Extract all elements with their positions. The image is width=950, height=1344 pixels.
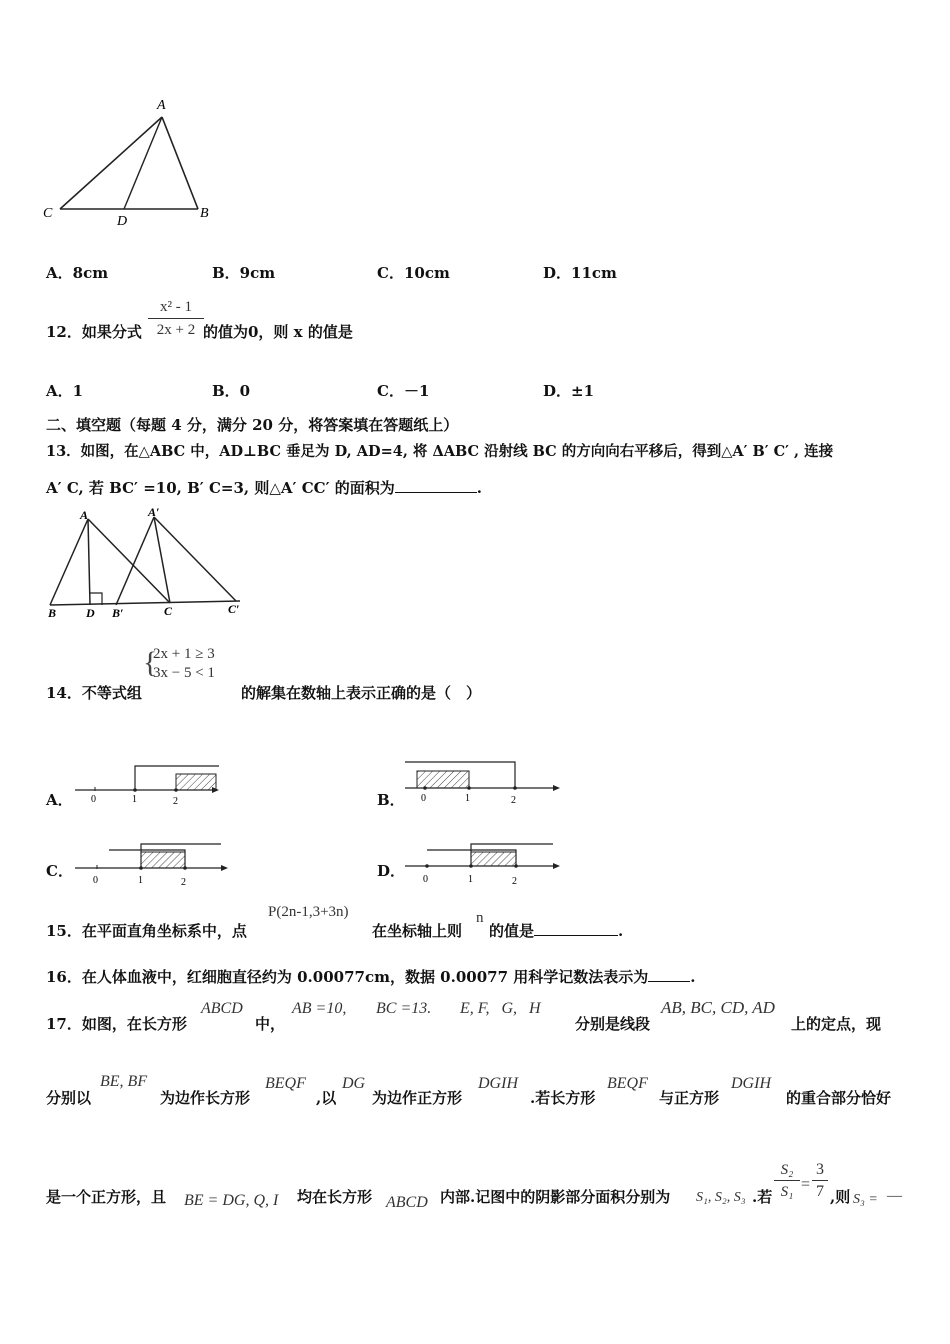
q11-label-b: B: [200, 206, 209, 221]
q13-altitude-ad: [88, 519, 90, 605]
q17-l3-b: 均在长方形: [297, 1188, 373, 1206]
q17-frac-s2: S₂: [780, 1162, 794, 1178]
q17-s3: S₃ =: [853, 1192, 878, 1207]
q14-option-b-numberline[interactable]: [403, 758, 563, 808]
q13-side-ab: [50, 519, 88, 605]
q13-line2-end: .: [476, 479, 482, 497]
tick-label-0: 0: [421, 793, 426, 804]
q13-answer-blank[interactable]: [395, 492, 477, 493]
q17-l2-c: ,以: [316, 1089, 337, 1107]
q14-option-c-numberline[interactable]: [73, 840, 233, 890]
q15-var: n: [476, 910, 484, 926]
q13-line2: [46, 477, 482, 498]
q12-option-c[interactable]: C．－1: [377, 382, 430, 400]
q17-rect2: ABCD: [386, 1194, 428, 1211]
q17-beqf: BEQF: [265, 1075, 306, 1092]
q11-triangle-figure: [40, 95, 230, 230]
tick-dot: [425, 864, 429, 868]
q17-rect: ABCD: [201, 1000, 243, 1017]
q17-l3-d: .若: [752, 1188, 773, 1206]
tick-label-2: 2: [511, 795, 516, 806]
q13-label-a2: A′: [148, 505, 160, 519]
q17-bc: BC =13.: [376, 1000, 432, 1017]
q17-frac-7: 7: [816, 1183, 824, 1200]
q14-ineq1: 2x + 1 ≥ 3: [153, 646, 215, 662]
q11-side-ab: [162, 117, 198, 209]
q14-prefix: 14．不等式组: [46, 684, 142, 702]
q17-cond: BE = DG, Q, I: [184, 1192, 279, 1209]
q15-point: P(2n-1,3+3n): [268, 904, 349, 920]
q17-frac-3: 3: [816, 1161, 824, 1178]
q17-ratio-value: [812, 1160, 828, 1203]
q13-translation-figure: [44, 505, 254, 625]
q17-fenbie: 分别是线段: [575, 1015, 651, 1033]
q17-l2-e: .若长方形: [530, 1089, 596, 1107]
tick-label-0: 0: [91, 794, 96, 805]
q12-option-d[interactable]: D．±1: [543, 382, 595, 400]
tick-label-2: 2: [512, 876, 517, 887]
q15-end: .: [618, 922, 624, 940]
q14-option-c-label[interactable]: C．: [46, 862, 73, 880]
q17-l3-e: ,则: [830, 1188, 851, 1206]
tick-label-1: 1: [138, 875, 143, 886]
q14-option-d-label[interactable]: D．: [377, 862, 406, 880]
q17-equals: =: [801, 1176, 811, 1193]
q13-label-a: A: [80, 508, 89, 522]
q14-brace: {: [143, 646, 158, 679]
q17-shang: 上的定点，现: [791, 1015, 882, 1033]
q17-tail: —: [887, 1188, 902, 1204]
q17-dgih: DGIH: [478, 1075, 518, 1092]
q14-inequality-system: [143, 645, 238, 683]
q13-baseline: [50, 601, 240, 605]
hatched-region: [141, 852, 185, 868]
q11-option-b[interactable]: B．9cm: [212, 264, 276, 282]
q13-label-b: B: [48, 606, 57, 620]
hatched-region: [176, 774, 216, 790]
q12-numerator: x² - 1: [160, 299, 192, 315]
q16-text: [46, 966, 695, 987]
q15-answer-blank[interactable]: [534, 935, 618, 936]
q12-option-a[interactable]: A．1: [46, 382, 84, 400]
q17-l3-a: 是一个正方形，且: [46, 1188, 167, 1206]
q13-label-c2: C′: [228, 602, 240, 616]
q11-side-ca: [60, 117, 162, 209]
q13-side-a2c2: [154, 517, 236, 601]
q17-l3-c: 内部.记图中的阴影部分面积分别为: [440, 1188, 671, 1206]
q17-l2-f: 与正方形: [659, 1089, 720, 1107]
q15-suffix-text: 的值是: [489, 922, 535, 940]
tick-label-1: 1: [468, 874, 473, 885]
q15-suffix: [489, 920, 623, 941]
q13-label-b2: B′: [112, 606, 124, 620]
section-heading: 二、填空题（每题 4 分，满分 20 分，将答案填在答题纸上）: [46, 416, 459, 434]
arrow-icon: [553, 785, 560, 791]
tick-label-1: 1: [132, 794, 137, 805]
q13-line1: 13．如图，在△ABC 中，AD⊥BC 垂足为 D, AD=4, 将 ΔABC 沿射线 BC 的方向向右平移后，得到△A′ B′ C′ , 连接: [46, 443, 834, 460]
q15-prefix: 15．在平面直角坐标系中，点: [46, 922, 247, 940]
q13-label-c: C: [164, 604, 173, 618]
q13-side-ac: [88, 519, 170, 603]
hatched-region: [417, 771, 469, 788]
q16-end: .: [690, 968, 696, 986]
arrow-icon: [553, 863, 560, 869]
q17-s123: S₁, S₂, S₃: [696, 1190, 746, 1205]
q16-text-body: 16．在人体血液中，红细胞直径约为 0.00077cm，数据 0.00077 用科学记数法表示为: [46, 968, 649, 986]
q17-ab: AB =10,: [292, 1000, 347, 1017]
tick-label-2: 2: [173, 796, 178, 807]
q13-line2-text: A′ C, 若 BC′ =10, B′ C=3, 则△A′ CC′ 的面积为: [46, 479, 395, 497]
q14-option-d-numberline[interactable]: [403, 840, 563, 890]
q14-option-b-label[interactable]: B．: [377, 791, 405, 809]
q14-ineq2: 3x − 5 < 1: [153, 665, 215, 681]
q13-label-d: D: [86, 606, 95, 620]
q11-label-a: A: [157, 98, 166, 113]
tick-label-0: 0: [423, 874, 428, 885]
q17-ratio-fraction: [774, 1160, 800, 1203]
tick-label-0: 0: [93, 875, 98, 886]
arrow-icon: [221, 865, 228, 871]
q11-option-a[interactable]: A．8cm: [46, 264, 109, 282]
q17-dgih2: DGIH: [731, 1075, 771, 1092]
q12-prefix: 12．如果分式: [46, 323, 142, 341]
q15-middle: 在坐标轴上则: [372, 922, 463, 940]
q17-efgh: E, F, G, H: [460, 1000, 541, 1017]
q11-label-d: D: [117, 214, 128, 229]
q12-fraction: [148, 298, 204, 339]
q14-suffix: 的解集在数轴上表示正确的是（ ）: [241, 684, 482, 702]
q11-segment-ad: [124, 117, 162, 209]
q13-side-a2b2: [116, 517, 154, 605]
q14-option-a-label[interactable]: A．: [46, 791, 73, 809]
tick-label-1: 1: [465, 793, 470, 804]
q14-option-a-numberline[interactable]: [73, 762, 223, 808]
q17-l2-a: 分别以: [46, 1089, 92, 1107]
q17-l2-g: 的重合部分恰好: [786, 1089, 892, 1107]
q17-prefix: 17．如图，在长方形: [46, 1015, 187, 1033]
q17-l2-b: 为边作长方形: [160, 1089, 251, 1107]
q17-zhong: 中，: [255, 1015, 286, 1033]
q11-option-c[interactable]: C．10cm: [377, 264, 450, 282]
q17-segs: AB, BC, CD, AD: [661, 998, 775, 1017]
q12-denominator: 2x + 2: [156, 322, 196, 338]
q11-label-c: C: [43, 206, 53, 221]
hatched-region: [471, 852, 516, 866]
q17-frac-s1: S₁: [780, 1184, 794, 1200]
tick-label-2: 2: [181, 877, 186, 888]
q12-suffix: 的值为0，则 x 的值是: [203, 323, 353, 341]
q17-befs: BE, BF: [100, 1073, 148, 1090]
q11-option-d[interactable]: D．11cm: [543, 264, 617, 282]
q16-answer-blank[interactable]: [648, 981, 690, 982]
q17-beqf2: BEQF: [607, 1075, 648, 1092]
q12-option-b[interactable]: B．0: [212, 382, 251, 400]
q17-dg: DG: [342, 1075, 366, 1092]
q17-l2-d: 为边作正方形: [372, 1089, 463, 1107]
